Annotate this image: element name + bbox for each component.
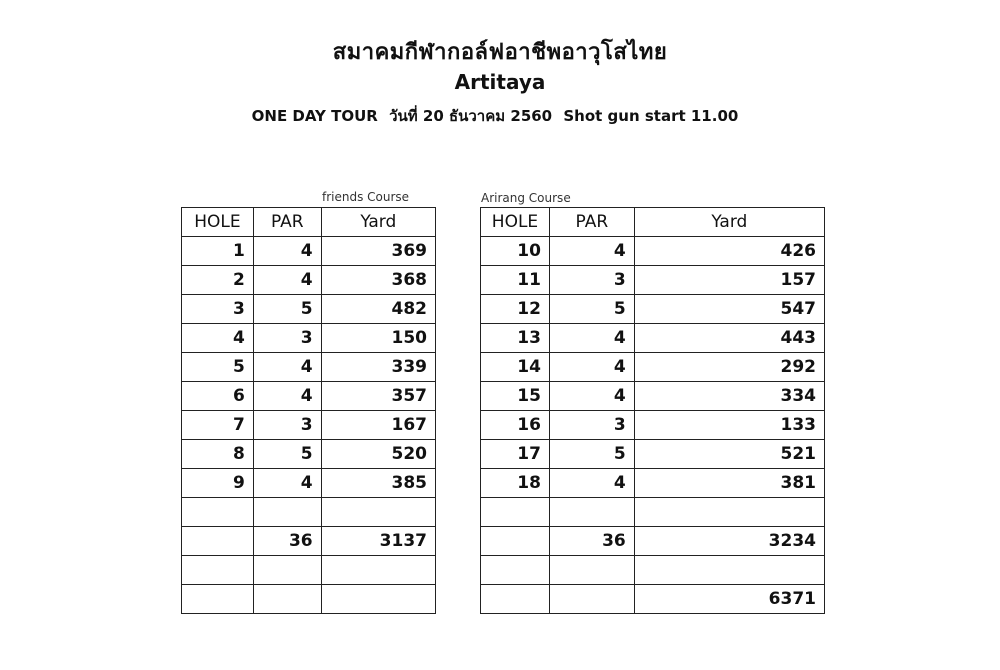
par-cell: 4 (549, 353, 634, 382)
back-course-label: Arirang Course (481, 191, 571, 205)
hole-cell: 8 (182, 440, 254, 469)
total-par-cell: 36 (253, 527, 321, 556)
empty-row (481, 556, 825, 585)
empty-row (182, 556, 436, 585)
hole-cell: 17 (481, 440, 550, 469)
yard-cell: 368 (321, 266, 435, 295)
par-cell: 4 (253, 382, 321, 411)
yard-cell: 443 (634, 324, 824, 353)
par-cell: 5 (549, 440, 634, 469)
yard-cell: 385 (321, 469, 435, 498)
table-row (182, 469, 436, 498)
par-cell: 4 (253, 353, 321, 382)
par-cell: 5 (253, 440, 321, 469)
table-header-row (182, 208, 436, 237)
yard-cell: 381 (634, 469, 824, 498)
hole-cell: 6 (182, 382, 254, 411)
front-nine-table (181, 207, 436, 614)
yard-header: Yard (634, 208, 824, 237)
par-cell: 4 (549, 382, 634, 411)
par-cell: 3 (549, 411, 634, 440)
hole-cell: 16 (481, 411, 550, 440)
yard-cell: 521 (634, 440, 824, 469)
table-row (182, 382, 436, 411)
hole-cell: 14 (481, 353, 550, 382)
par-header: PAR (549, 208, 634, 237)
par-cell: 4 (549, 469, 634, 498)
page-subtitle: Artitaya (454, 70, 546, 94)
total-row (182, 527, 436, 556)
yard-cell: 482 (321, 295, 435, 324)
par-cell: 4 (253, 237, 321, 266)
par-cell: 5 (253, 295, 321, 324)
yard-cell: 520 (321, 440, 435, 469)
table-row (182, 411, 436, 440)
yard-cell: 150 (321, 324, 435, 353)
grand-total-row (481, 585, 825, 614)
par-cell: 3 (549, 266, 634, 295)
hole-cell: 4 (182, 324, 254, 353)
table-row (182, 353, 436, 382)
hole-header: HOLE (481, 208, 550, 237)
table-row (481, 440, 825, 469)
table-row (481, 295, 825, 324)
par-cell: 3 (253, 324, 321, 353)
start-info: Shot gun start 11.00 (563, 107, 739, 125)
hole-cell: 1 (182, 237, 254, 266)
event-name: ONE DAY TOUR (251, 107, 378, 125)
hole-cell: 18 (481, 469, 550, 498)
total-par-cell: 36 (549, 527, 634, 556)
page-title: สมาคมกีฬากอล์ฟอาชีพอาวุโสไทย (332, 40, 668, 65)
hole-cell: 13 (481, 324, 550, 353)
table-row (481, 324, 825, 353)
par-cell: 4 (253, 469, 321, 498)
table-row (182, 324, 436, 353)
par-header: PAR (253, 208, 321, 237)
table-row (481, 411, 825, 440)
hole-cell: 10 (481, 237, 550, 266)
table-header-row (481, 208, 825, 237)
table-row (182, 266, 436, 295)
hole-cell: 9 (182, 469, 254, 498)
hole-header: HOLE (182, 208, 254, 237)
yard-cell: 292 (634, 353, 824, 382)
yard-cell: 167 (321, 411, 435, 440)
par-cell: 5 (549, 295, 634, 324)
yard-cell: 157 (634, 266, 824, 295)
grand-total-yard-cell: 6371 (634, 585, 824, 614)
yard-cell: 133 (634, 411, 824, 440)
yard-cell: 357 (321, 382, 435, 411)
hole-cell: 7 (182, 411, 254, 440)
event-date: วันที่ 20 ธันวาคม 2560 (389, 107, 553, 125)
empty-row (182, 585, 436, 614)
total-yard-cell: 3137 (321, 527, 435, 556)
table-row (182, 295, 436, 324)
table-row (481, 469, 825, 498)
hole-cell: 12 (481, 295, 550, 324)
event-line (0, 104, 990, 128)
table-row (182, 440, 436, 469)
table-row (481, 237, 825, 266)
back-nine-table (480, 207, 825, 614)
yard-cell: 339 (321, 353, 435, 382)
yard-cell: 426 (634, 237, 824, 266)
par-cell: 4 (549, 324, 634, 353)
yard-cell: 369 (321, 237, 435, 266)
par-cell: 4 (253, 266, 321, 295)
empty-row (182, 498, 436, 527)
hole-cell: 2 (182, 266, 254, 295)
yard-cell: 334 (634, 382, 824, 411)
table-row (182, 237, 436, 266)
yard-cell: 547 (634, 295, 824, 324)
empty-row (481, 498, 825, 527)
table-row (481, 382, 825, 411)
table-row (481, 353, 825, 382)
table-row (481, 266, 825, 295)
total-row (481, 527, 825, 556)
par-cell: 3 (253, 411, 321, 440)
hole-cell: 15 (481, 382, 550, 411)
par-cell: 4 (549, 237, 634, 266)
hole-cell: 11 (481, 266, 550, 295)
total-yard-cell: 3234 (634, 527, 824, 556)
yard-header: Yard (321, 208, 435, 237)
hole-cell: 5 (182, 353, 254, 382)
hole-cell: 3 (182, 295, 254, 324)
front-course-label: friends Course (322, 190, 410, 204)
